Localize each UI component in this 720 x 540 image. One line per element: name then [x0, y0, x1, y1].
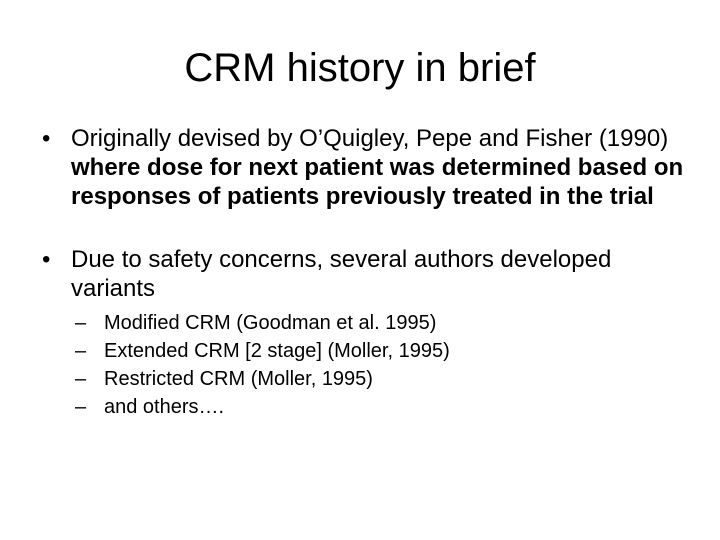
- bullet-text-plain: Originally devised by O’Quigley, Pepe and Fisher (1990): [71, 125, 669, 152]
- bullet-dot-icon: •: [42, 246, 51, 273]
- sub-bullet-item: [75, 309, 692, 337]
- bullet-list: [42, 124, 692, 421]
- dash-icon: –: [75, 396, 87, 418]
- sub-bullet-text: Modified CRM (Goodman et al. 1995): [104, 312, 437, 334]
- sub-bullet-text: and others….: [104, 396, 225, 418]
- bullet-dot-icon: •: [42, 125, 51, 152]
- dash-icon: –: [75, 368, 87, 390]
- dash-icon: –: [75, 312, 87, 334]
- bullet-text: Due to safety concerns, several authors developed variants: [71, 246, 612, 302]
- sub-bullet-text: Extended CRM [2 stage] (Moller, 1995): [104, 340, 450, 362]
- dash-icon: –: [75, 340, 87, 362]
- sub-bullet-item: [75, 337, 692, 365]
- sub-bullet-item: [75, 365, 692, 393]
- sub-bullet-item: [75, 393, 692, 421]
- bullet-text-bold: where dose for next patient was determined based on responses of patients previously treated in the trial: [71, 154, 684, 210]
- sub-bullet-list: [75, 309, 692, 421]
- bullet-item: [42, 124, 692, 211]
- sub-bullet-text: Restricted CRM (Moller, 1995): [104, 368, 373, 390]
- bullet-item: [42, 245, 692, 303]
- slide-title: CRM history in brief: [184, 46, 536, 90]
